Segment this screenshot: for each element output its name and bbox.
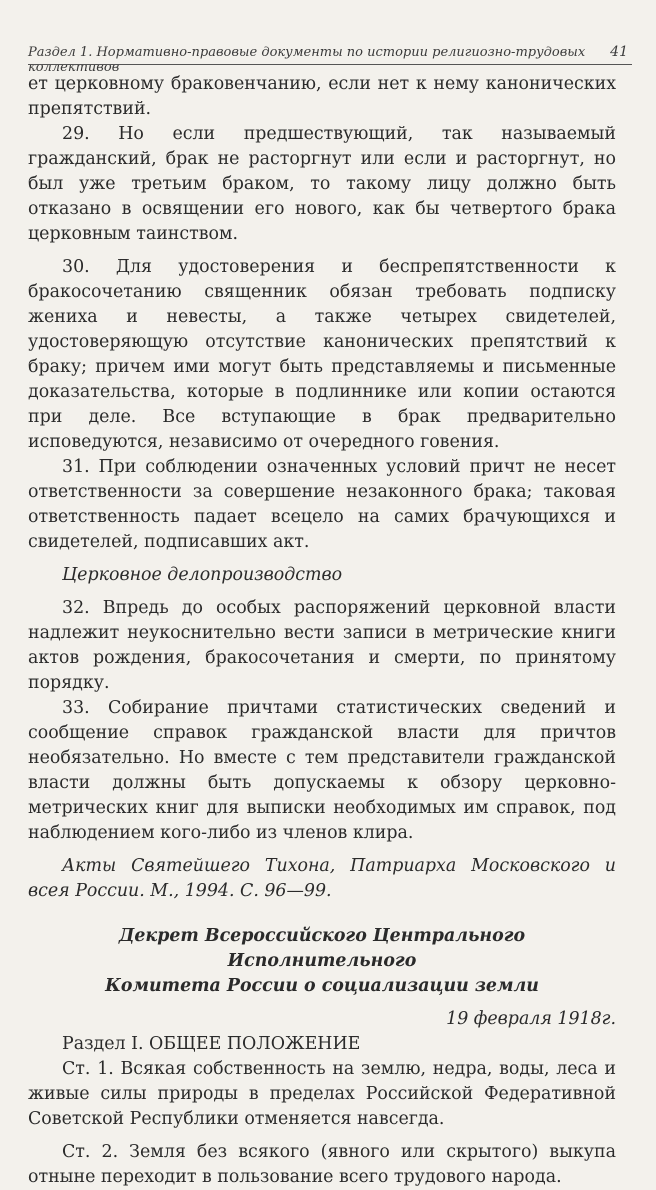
paragraph-33: 33. Собирание причтами статистических сведений и сообщение справок гражданской власти для причтов необязательно. Но вместе с тем представители гражданской власти должны быть допускаемы к обзору церковно-метрических книг для выписки необходимых им справок, под наблюдением кого-либо из членов клира.	[28, 698, 616, 843]
decree-section: Раздел I. ОБЩЕЕ ПОЛОЖЕНИЕ	[62, 1034, 361, 1054]
page-number: 41	[610, 44, 628, 60]
decree-title-line2: Комитета России о социализации земли	[105, 976, 539, 996]
paragraph-32: 32. Впредь до особых распоряжений церковной власти надлежит неукоснительно вести записи в метрические книги актов рождения, бракосочетания и смерти, по принятому порядку.	[28, 598, 616, 693]
section-heading: Церковное делопроизводство	[62, 565, 343, 585]
page-body	[28, 72, 616, 1190]
running-header	[28, 44, 628, 75]
header-rule	[28, 64, 632, 65]
decree-article-1: Ст. 1. Всякая собственность на землю, недра, воды, леса и живые силы природы в пределах Российской Федеративной Советской Республики отменяется навсегда.	[28, 1059, 616, 1129]
paragraph-29: 29. Но если предшествующий, так называемый гражданский, брак не расторгнут или если и расторгнут, но был уже третьим браком, то такому лицу должно быть отказано в освящении его нового, как бы четвертого брака церковным таинством.	[28, 124, 616, 244]
running-header-title: Раздел 1. Нормативно-правовые документы по истории религиозно-трудовых коллективов	[28, 45, 586, 75]
decree-article-2: Ст. 2. Земля без всякого (явного или скрытого) выкупа отныне переходит в пользование всего трудового народа.	[28, 1142, 616, 1187]
paragraph-30: 30. Для удостоверения и беспрепятственности к бракосочетанию священник обязан требовать подписку жениха и невесты, а также четырех свидетелей, удостоверяющую отсутствие канонических препятствий к браку; причем ими могут быть представляемы и письменные доказательства, которые в подлиннике или копии остаются при деле. Все вступающие в брак предварительно исповедуются, независимо от очередного говения.	[28, 257, 616, 452]
paragraph-continuation: ет церковному браковенчанию, если нет к нему канонических препятствий.	[28, 74, 616, 119]
decree-date: 19 февраля 1918г.	[446, 1009, 616, 1029]
paragraph-31: 31. При соблюдении означенных условий причт не несет ответственности за совершение незаконного брака; таковая ответственность падает всецело на самих брачующихся и свидетелей, подписавших акт.	[28, 457, 616, 552]
source-citation: Акты Святейшего Тихона, Патриарха Московского и всея России. М., 1994. С. 96—99.	[28, 856, 616, 901]
decree-title-line1: Декрет Всероссийского Центрального Исполнительного	[118, 926, 526, 971]
